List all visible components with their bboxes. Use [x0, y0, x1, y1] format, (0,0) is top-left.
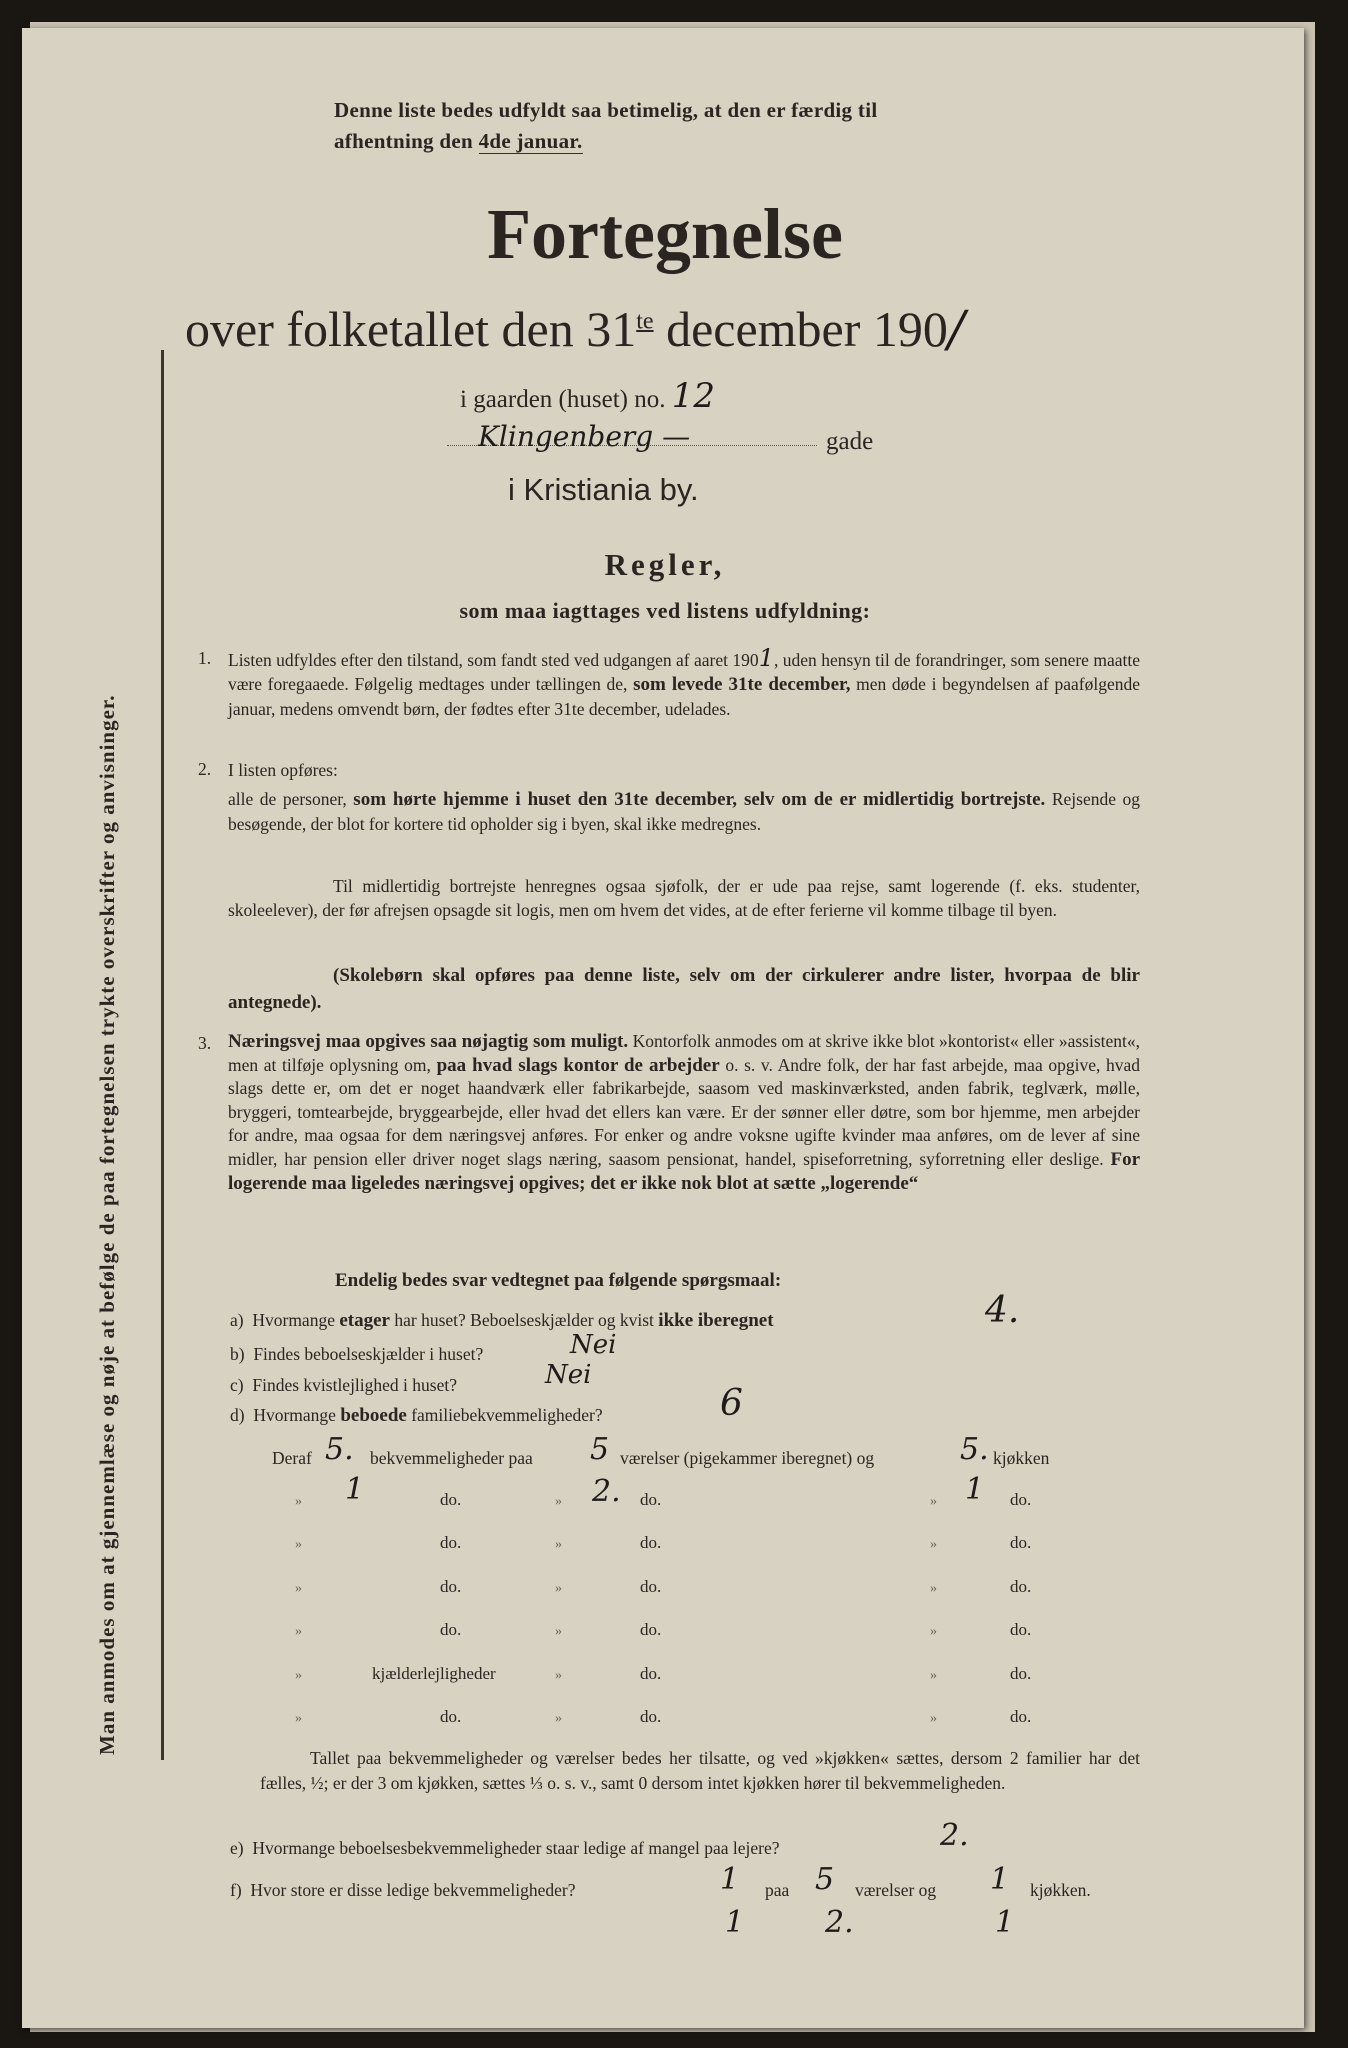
notice-prefix: afhentning den	[334, 129, 473, 153]
rule1-year: 1	[758, 644, 774, 672]
rule2-b: Rejsende og besøgende, der blot for kortere tid opholder sig i byen, skal ikke medregnes.	[228, 789, 1141, 834]
ditto-vaer: do.	[640, 1490, 662, 1509]
rule3-bold1: Næringsvej maa opgives saa nøjagtig som muligt.	[228, 1031, 629, 1052]
rule3-bold3: For logerende maa ligeledes næringsvej opgives; det er ikke nok blot at sætte „logerende“	[228, 1148, 1141, 1194]
rule2-a: alle de personer,	[228, 789, 347, 809]
f-row1-bekv: 1	[720, 1862, 740, 1897]
answer-c: Nei	[545, 1360, 592, 1390]
deraf-kjok-count: 5.	[960, 1432, 989, 1467]
rule1-bold: som levede 31te december,	[633, 674, 851, 695]
rule2-number: 2.	[198, 759, 212, 779]
question-e-text: Hvormange beboelsesbekvemmeligheder staar ledige af mangel paa lejere?	[252, 1838, 780, 1858]
rule2-d: (Skolebørn skal opføres paa denne liste, selv om der cirkulerer andre lister, hvorpaa de blir antegnede).	[228, 965, 1140, 1013]
rules-subheading: som maa iagttages ved listens udfyldning:	[459, 598, 871, 623]
question-a-text2: har huset? Beboelseskjælder og kvist	[394, 1310, 654, 1330]
ditto-vaer: do.	[640, 1577, 662, 1596]
year-fill: /	[947, 300, 965, 358]
f-paa: paa	[765, 1880, 790, 1900]
ditto-bekv: do.	[440, 1620, 462, 1639]
question-d-label: d)	[230, 1405, 245, 1425]
ditto-mark: »	[930, 1668, 937, 1683]
question-a-bold: etager	[339, 1310, 390, 1331]
city: i Kristiania by.	[508, 472, 699, 507]
bekv-label: bekvemmeligheder paa	[370, 1448, 533, 1468]
street-name: Klingenberg —	[478, 420, 691, 453]
rule1-text	[228, 646, 1140, 721]
row1-vaer-count: 2.	[592, 1474, 621, 1509]
subtitle	[185, 300, 965, 358]
question-d-bold: beboede	[340, 1405, 407, 1426]
ditto-mark: »	[555, 1711, 562, 1726]
subtitle-prefix: over folketallet den 31	[185, 301, 637, 357]
ditto-mark: »	[930, 1624, 937, 1639]
question-f-label: f)	[230, 1880, 242, 1900]
question-e-label: e)	[230, 1838, 244, 1858]
ditto-vaer: do.	[640, 1533, 662, 1552]
ditto-mark: »	[555, 1624, 562, 1639]
f-vaer: værelser og	[855, 1880, 937, 1900]
ditto-kjok: do.	[1010, 1620, 1032, 1639]
rule3-text	[228, 1030, 1140, 1195]
ditto-mark: »	[295, 1624, 302, 1639]
page-title: Fortegnelse	[487, 194, 843, 274]
rule3-bold2: paa hvad slags kontor de arbejder	[436, 1054, 720, 1076]
ditto-mark: »	[295, 1494, 302, 1509]
ditto-kjok: do.	[1010, 1533, 1032, 1552]
answer-b: Nei	[570, 1330, 617, 1360]
question-c	[230, 1375, 457, 1396]
vaerelser-label: værelser (pigekammer iberegnet) og	[620, 1448, 875, 1468]
question-f-text: Hvor store er disse ledige bekvemmeligheder?	[250, 1880, 576, 1900]
ditto-mark: »	[295, 1537, 302, 1552]
ditto-kjok: do.	[1010, 1664, 1032, 1683]
question-d-text: Hvormange	[253, 1405, 336, 1425]
f-row1-kjok: 1	[990, 1862, 1010, 1897]
subtitle-sup: te	[636, 308, 654, 335]
ditto-mark: »	[930, 1537, 937, 1552]
rule2-head: I listen opføres:	[228, 760, 338, 780]
sidebar-instruction: Man anmodes om at gjennemlæse og nøje at befølge de paa fortegnelsen trykte overskrifter og anvisninger.	[95, 694, 119, 1755]
kjaelder-label: kjælderlejligheder	[372, 1664, 496, 1683]
deraf-label: Deraf	[272, 1448, 312, 1468]
ditto-mark: »	[930, 1581, 937, 1596]
kitchen-note: Tallet paa bekvemmeligheder og værelser bedes her tilsatte, og ved »kjøkken« sættes, dersom 2 familier har det fælles, ½; er der 3 om kjøkken, sættes ⅓ o. s. v., samt 0 dersom intet kjøkken hører til bekvemmeligheden.	[260, 1748, 1140, 1793]
subtitle-suffix: december 190	[666, 301, 948, 357]
rule1-c: men døde i begyndelsen af paafølgende januar, medens omvendt børn, der fødtes efter 31te december, udelades.	[228, 674, 1141, 719]
rule3-number: 3.	[198, 1033, 212, 1053]
rule2-text	[228, 787, 1140, 836]
question-a	[230, 1310, 774, 1332]
rule2-c: Til midlertidig bortrejste henregnes ogsaa sjøfolk, der er ude paa rejse, samt logerende (f. eks. studenter, skoleelever), der før afrejsen opsagde sit logis, men om hvem det vides, at de efter ferierne vil komme tilbage til byen.	[228, 876, 1140, 920]
ditto-kjok: do.	[1010, 1707, 1032, 1726]
question-f	[230, 1880, 576, 1901]
question-b-text: Findes beboelseskjælder i huset?	[253, 1344, 484, 1364]
ditto-bekv: do.	[440, 1577, 462, 1596]
answer-a: 4.	[985, 1290, 1020, 1331]
question-b	[230, 1344, 483, 1365]
ditto-vaer: do.	[640, 1620, 662, 1639]
ditto-mark: »	[555, 1494, 562, 1509]
rules-heading: Regler,	[604, 547, 726, 582]
f-row2-bekv: 1	[725, 1905, 745, 1940]
question-b-label: b)	[230, 1344, 245, 1364]
f-row2-vaer: 2.	[825, 1905, 854, 1940]
row1-kjok-count: 1	[965, 1472, 985, 1507]
notice	[334, 95, 877, 157]
question-a-bold2: ikke iberegnet	[658, 1310, 774, 1331]
question-d-text2: familiebekvemmeligheder?	[411, 1405, 603, 1425]
deraf-vaer-count: 5	[590, 1432, 610, 1467]
ditto-vaer: do.	[640, 1707, 662, 1726]
rule1-a: Listen udfyldes efter den tilstand, som fandt sted ved udgangen af aaret 190	[228, 650, 759, 670]
ditto-kjok: do.	[1010, 1490, 1032, 1509]
question-a-text: Hvormange	[252, 1310, 335, 1330]
street-suffix: gade	[826, 428, 874, 455]
answer-d: 6	[720, 1383, 743, 1424]
ditto-bekv: do.	[440, 1707, 462, 1726]
questions-intro: Endelig bedes svar vedtegnet paa følgende spørgsmaal:	[335, 1270, 782, 1291]
question-a-label: a)	[230, 1310, 244, 1330]
f-row2-kjok: 1	[995, 1905, 1015, 1940]
question-c-label: c)	[230, 1375, 244, 1395]
deraf-bekv-count: 5.	[325, 1432, 354, 1467]
question-e	[230, 1838, 780, 1859]
ditto-mark: »	[930, 1711, 937, 1726]
notice-line1: Denne liste bedes udfyldt saa betimelig, at den er færdig til	[334, 98, 878, 122]
rule3-a: Kontorfolk anmodes om at skrive ikke blot »kontorist« eller »assistent«, men at tilføje oplysning om,	[228, 1031, 1140, 1075]
ditto-mark: »	[295, 1711, 302, 1726]
row1-bekv-count: 1	[345, 1472, 365, 1507]
ditto-mark: »	[555, 1581, 562, 1596]
ditto-mark: »	[555, 1668, 562, 1683]
ditto-bekv: do.	[440, 1533, 462, 1552]
kjokken-label: kjøkken	[993, 1448, 1050, 1468]
f-kjok: kjøkken.	[1030, 1880, 1091, 1900]
house-line	[460, 376, 715, 416]
ditto-mark: »	[555, 1537, 562, 1552]
rule2-bold: som hørte hjemme i huset den 31te december, selv om de er midlertidig bortrejste.	[353, 789, 1046, 810]
question-c-text: Findes kvistlejlighed i huset?	[252, 1375, 457, 1395]
notice-date: 4de januar.	[478, 129, 583, 153]
rule3-b: o. s. v. Andre folk, der har fast arbejde, maa opgive, hvad slags dette er, om det er noget haandværk eller fabrikarbejde, saasom ved maskinværksted, anden fabrik, teglværk, mølle, bryggeri, tomtearbejde, bryggearbejde, eller hvad det ellers kan være. Er der sønner eller døtre, som bor hjemme, men arbejder for andre, maa ogsaa for dem næringsvej anføres. For enker og andre voksne ugifte kvinder maa anføres, om de lever af sine midler, har pension eller driver noget slags næring, saasom pensionat, handel, spiseforretning, syforretning eller deslige.	[228, 1054, 1141, 1169]
ditto-mark: »	[930, 1494, 937, 1509]
ditto-mark: »	[295, 1668, 302, 1683]
notice-line2	[334, 126, 877, 157]
ditto-bekv: do.	[440, 1490, 462, 1509]
ditto-mark: »	[295, 1581, 302, 1596]
ditto-kjok: do.	[1010, 1577, 1032, 1596]
question-d	[230, 1405, 603, 1427]
house-number: 12	[671, 376, 715, 416]
rule1-b: , uden hensyn til de forandringer, som senere maatte være foregaaede. Følgelig medtages under tællingen de,	[228, 650, 1140, 694]
answer-e: 2.	[940, 1818, 969, 1853]
house-label: i gaarden (huset) no.	[460, 386, 666, 413]
ditto-vaer: do.	[640, 1664, 662, 1683]
f-row1-vaer: 5	[815, 1862, 835, 1897]
rule1-number: 1.	[198, 648, 212, 668]
